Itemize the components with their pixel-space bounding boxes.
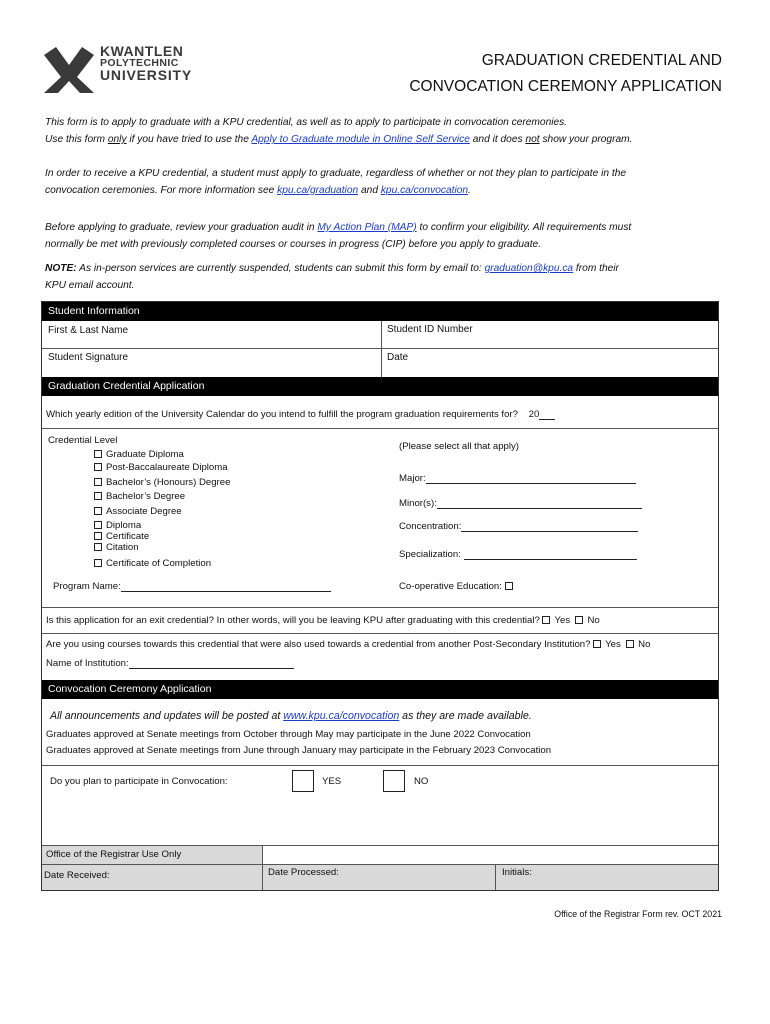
participate-question: Do you plan to participate in Convocation: [50,776,228,787]
intro-text: In order to receive a KPU credential, a student must apply to graduate, regardless of whether or not they plan to participate in the [45,168,627,179]
checkbox[interactable] [94,450,102,458]
exit-credential-question [46,615,600,626]
convocation-header: Convocation Ceremony Application [42,680,718,699]
yes-label: YES [322,776,342,787]
checkbox[interactable] [94,463,102,471]
option-label: Post-Baccalaureate Diploma [106,462,228,474]
logo-line-1: KWANTLEN [100,43,184,59]
intro-text: normally be met with previously completed courses or courses in progress (CIP) before you apply to graduate. [45,239,542,250]
office-use-header: Office of the Registrar Use Only [46,849,182,860]
intro-paragraph-2 [45,165,725,199]
my-action-plan-link[interactable]: My Action Plan (MAP) [317,222,417,233]
intro-note [45,260,725,294]
checkbox[interactable] [94,543,102,551]
transfer-credential-question [46,639,650,650]
logo-line-2: POLYTECHNIC [100,57,179,69]
program-name-label: Program Name: [53,581,121,592]
february-convocation-note: Graduates approved at Senate meetings from June through January may participate in the February 2023 Convocation [46,745,552,756]
minor-label: Minor(s): [399,498,437,509]
form-title [409,48,722,100]
major-field[interactable] [399,473,636,484]
credential-level-option[interactable] [94,541,230,554]
credential-level-option[interactable] [94,476,230,489]
credential-level-option[interactable] [94,490,230,503]
announcement-line [50,710,532,722]
specialization-input[interactable] [464,559,637,560]
date-received-field[interactable]: Date Received: [44,870,110,881]
no-label: No [587,615,600,626]
transfer-question-text: Are you using courses towards this credential that were also used towards a credential from another Post-Secondary Institution? [46,639,591,650]
intro-paragraph-1 [45,114,725,148]
intro-text [45,131,725,148]
minor-input[interactable] [437,508,642,509]
divider [381,321,382,379]
coop-field[interactable] [399,581,517,592]
divider [42,864,718,865]
option-label: Diploma [106,520,142,532]
option-label: Associate Degree [106,505,182,517]
divider [42,428,718,429]
convocation-link[interactable]: kpu.ca/convocation [380,185,469,196]
credential-level-list [94,448,230,570]
intro-text: As in-person services are currently suspended, students can submit this form by email to: [76,263,485,274]
form-title-line-2: CONVOCATION CEREMONY APPLICATION [409,78,722,95]
yes-label: Yes [605,639,621,650]
announce-text: All announcements and updates will be posted at [50,710,284,722]
student-signature-field[interactable]: Student Signature [48,352,129,363]
checkbox[interactable] [94,521,102,529]
kpu-logo [44,45,214,93]
graduation-email-link[interactable]: graduation@kpu.ca [484,263,574,274]
specialization-field[interactable] [399,549,637,560]
form-revision-footer: Office of the Registrar Form rev. OCT 2021 [554,909,722,919]
transfer-yes-checkbox[interactable] [593,640,601,648]
option-label: Bachelor’s Degree [106,490,186,502]
select-all-note: (Please select all that apply) [399,441,519,452]
convocation-website-link[interactable]: www.kpu.ca/convocation [283,710,400,722]
intro-emphasis: only [107,134,127,145]
exit-question-text: Is this application for an exit credential? In other words, will you be leaving KPU after graduating with this credential? [46,615,540,626]
divider [42,607,718,608]
no-label: NO [414,776,429,787]
yes-checkbox[interactable] [292,770,314,792]
credential-level-option[interactable] [94,505,230,518]
application-form-table [41,301,719,891]
institution-label: Name of Institution: [46,658,129,669]
credential-level-label: Credential Level [48,435,118,446]
intro-text: . [468,185,471,196]
institution-field[interactable] [46,658,294,669]
date-field[interactable]: Date [387,352,409,363]
intro-text [45,182,725,199]
option-label: Citation [106,542,139,554]
concentration-input[interactable] [461,531,638,532]
option-label: Graduate Diploma [106,449,184,460]
calendar-question-text: Which yearly edition of the University Calendar do you intend to fulfill the program graduation requirements for? [46,409,518,420]
intro-text: KPU email account. [45,280,135,291]
intro-text: show your program. [539,134,633,145]
checkbox[interactable] [94,532,102,540]
intro-text: if you have tried to use the [126,134,252,145]
divider [42,348,718,349]
checkbox[interactable] [94,559,102,567]
credential-level-option[interactable] [94,461,230,474]
logo-line-3: UNIVERSITY [100,67,193,83]
concentration-label: Concentration: [399,521,462,532]
calendar-year-prefix: 20 [528,409,540,420]
intro-paragraph-3 [45,219,725,253]
logo-wordmark [100,45,192,81]
intro-text: Before applying to graduate, review your graduation audit in [45,222,318,233]
credential-level-option[interactable] [94,557,230,570]
major-input[interactable] [426,483,636,484]
exit-yes-checkbox[interactable] [542,616,550,624]
calendar-question [46,409,555,420]
form-title-line-1: GRADUATION CREDENTIAL AND [481,52,722,69]
initials-field[interactable]: Initials: [502,867,532,878]
calendar-year-input[interactable] [539,419,555,420]
intro-text: from their [573,263,619,274]
no-checkbox[interactable] [383,770,405,792]
yes-label: Yes [554,615,571,626]
checkbox[interactable] [94,507,102,515]
option-label: Certificate of Completion [106,557,212,569]
divider [42,633,718,634]
intro-text [45,260,725,277]
june-convocation-note: Graduates approved at Senate meetings from October through May may participate in the June 2022 Convocation [46,729,531,740]
kpu-logo-mark-icon [44,47,94,93]
credential-header: Graduation Credential Application [42,377,718,396]
credential-level-option[interactable] [94,448,230,461]
note-label: NOTE: [45,263,77,274]
first-last-name-field[interactable]: First & Last Name [48,325,129,336]
intro-text: and it does [469,134,526,145]
office-blank-cell [263,846,718,864]
checkbox[interactable] [94,492,102,500]
transfer-no-checkbox[interactable] [626,640,634,648]
intro-text: and [358,185,381,196]
graduation-link[interactable]: kpu.ca/graduation [277,185,359,196]
announce-text: as they are made available. [399,710,532,722]
intro-text: Use this form [45,134,108,145]
intro-text [45,219,725,236]
no-label: No [638,639,651,650]
option-label: Bachelor’s (Honours) Degree [106,477,231,489]
intro-emphasis: not [525,134,540,145]
program-name-field[interactable] [53,581,331,592]
date-processed-field[interactable]: Date Processed: [268,867,339,878]
intro-text: to confirm your eligibility. All requirements must [416,222,632,233]
divider [42,765,718,766]
minor-field[interactable] [399,498,642,509]
student-info-header: Student Information [42,302,718,321]
apply-to-graduate-link[interactable]: Apply to Graduate module in Online Self Service [251,134,470,145]
coop-checkbox[interactable] [505,582,513,590]
exit-no-checkbox[interactable] [575,616,583,624]
checkbox[interactable] [94,478,102,486]
specialization-label: Specialization: [399,549,461,560]
institution-input[interactable] [129,668,294,669]
student-id-field[interactable]: Student ID Number [387,324,473,335]
major-label: Major: [399,473,426,484]
coop-label: Co-operative Education: [399,581,502,592]
program-name-input[interactable] [121,591,331,592]
option-label: Certificate [106,531,150,543]
intro-text: This form is to apply to graduate with a KPU credential, as well as to apply to participate in convocation ceremonies. [45,117,568,128]
concentration-field[interactable] [399,521,638,532]
intro-text: convocation ceremonies. For more information see [45,185,278,196]
